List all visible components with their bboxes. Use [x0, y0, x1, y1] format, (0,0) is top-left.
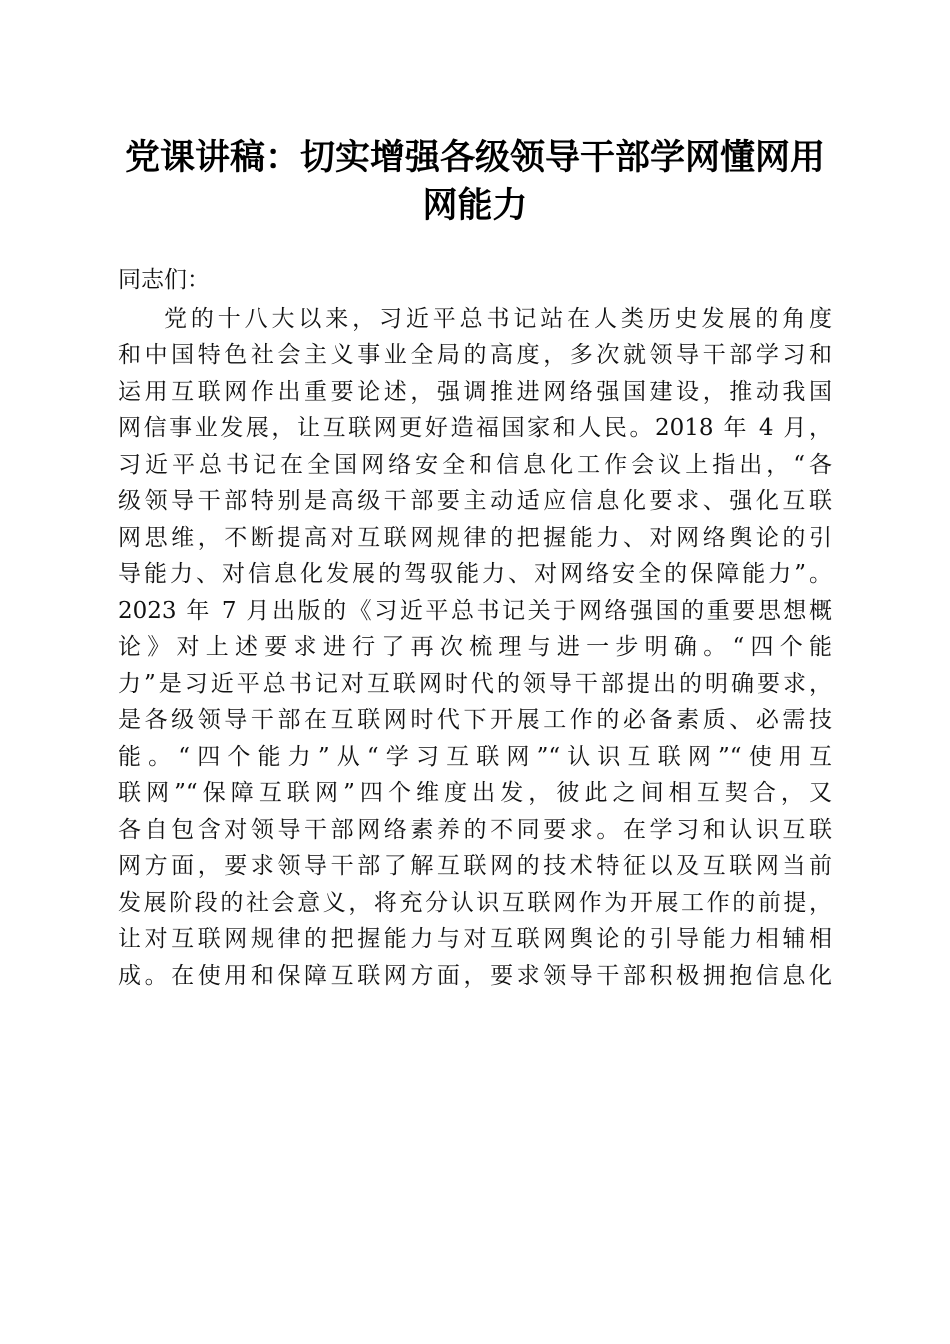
paragraph — [118, 301, 832, 995]
paragraph-line: 运用互联网作出重要论述，强调推进网络强国建设，推动我国 — [118, 378, 832, 405]
paragraph-line: 网方面，要求领导干部了解互联网的技术特征以及互联网当前 — [118, 853, 832, 879]
paragraph-line: 论》对上述要求进行了再次梳理与进一步明确。“四个能 — [118, 634, 832, 660]
paragraph-line: 力”是习近平总书记对互联网时代的领导干部提出的明确要求， — [118, 670, 832, 697]
paragraph-line: 网思维，不断提高对互联网规律的把握能力、对网络舆论的引 — [118, 524, 832, 551]
paragraph-line: 联网”“保障互联网”四个维度出发，彼此之间相互契合，又 — [118, 780, 832, 806]
paragraph-line: 各自包含对领导干部网络素养的不同要求。在学习和认识互联 — [118, 816, 832, 843]
paragraph-line: 党的十八大以来，习近平总书记站在人类历史发展的角度 — [164, 305, 832, 332]
paragraph-line: 成。在使用和保障互联网方面，要求领导干部积极拥抱信息化 — [118, 962, 832, 989]
paragraph-line: 习近平总书记在全国网络安全和信息化工作会议上指出，“各 — [118, 451, 832, 478]
paragraph-line: 网信事业发展，让互联网更好造福国家和人民。2018 年 4 月， — [118, 415, 832, 441]
paragraph-line: 让对互联网规律的把握能力与对互联网舆论的引导能力相辅相 — [118, 926, 832, 952]
title-line-1: 党课讲稿：切实增强各级领导干部学网懂网用 — [124, 137, 825, 178]
document-title — [100, 134, 850, 230]
paragraph-line: 导能力、对信息化发展的驾驭能力、对网络安全的保障能力”。 — [118, 561, 832, 587]
title-line-2: 网能力 — [422, 185, 528, 226]
paragraph-line: 级领导干部特别是高级干部要主动适应信息化要求、强化互联 — [118, 488, 832, 514]
paragraph-line: 和中国特色社会主义事业全局的高度，多次就领导干部学习和 — [118, 342, 832, 368]
paragraph-line: 2023 年 7 月出版的《习近平总书记关于网络强国的重要思想概 — [118, 597, 832, 624]
paragraph-line: 是各级领导干部在互联网时代下开展工作的必备素质、必需技 — [118, 707, 832, 733]
paragraph-line: 能。“四个能力”从“学习互联网”“认识互联网”“使用互 — [118, 743, 832, 770]
salutation: 同志们： — [118, 267, 210, 293]
paragraph-line: 发展阶段的社会意义，将充分认识互联网作为开展工作的前提， — [118, 889, 832, 916]
document-body — [118, 262, 832, 994]
